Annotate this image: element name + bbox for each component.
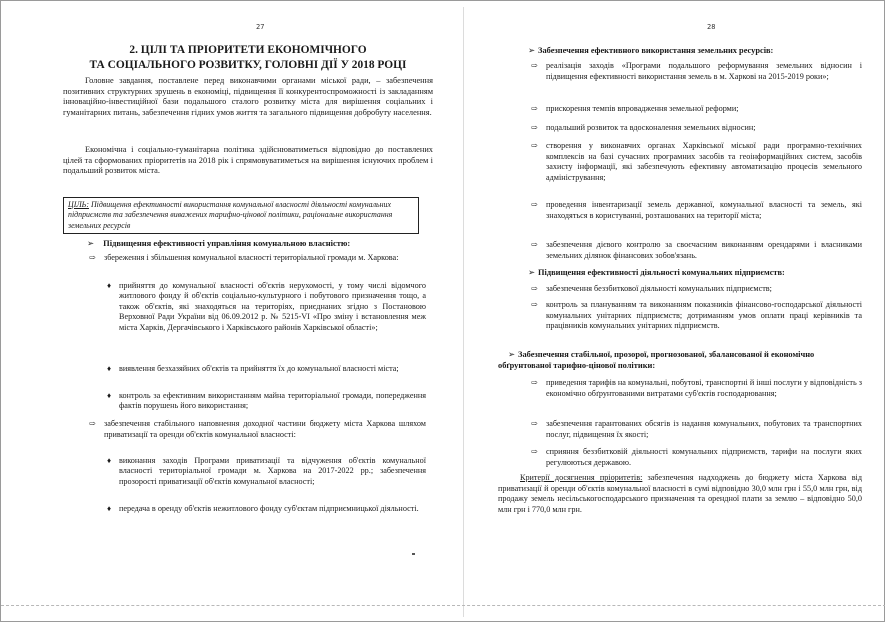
arrow-icon: ⇨ xyxy=(531,300,538,309)
section-heading-land-resources xyxy=(528,45,862,56)
list-item xyxy=(531,61,862,82)
list-item-text: проведення інвентаризації земель державної, комунальної власності та земель, які знаходяться в користуванні, розташованих на території міста; xyxy=(546,200,862,220)
section-heading-text: Підвищення ефективності управління комунальною власністю: xyxy=(103,238,351,248)
policy-paragraph: Економічна і соціально-гуманітарна політика здійснюватиметься відповідно до поставлених цілей та сформованих пріоритетів на 2018 рік і спрямовуватиметься на вирішення існуючих проблем і подальший розвиток міста. xyxy=(63,145,433,176)
section-heading-communal-property xyxy=(87,238,427,249)
section-heading-text: Забезпечення ефективного використання земельних ресурсів: xyxy=(538,46,774,55)
arrow-icon: ⇨ xyxy=(531,284,538,293)
list-item-text: створення у виконавчих органах Харківської міської ради програмно-технічних комплексів на базі сучасних програмних засобів та геоінформаційних систем, засобів захисту інформації, які забезпечують ефективну автоматизацію процесів земельного адміністрування; xyxy=(546,141,862,182)
arrow-icon: ⇨ xyxy=(531,378,538,387)
right-page xyxy=(498,1,862,621)
bullet-text: передача в оренду об'єктів нежитлового фонду суб'єктам підприємницької діяльності. xyxy=(119,504,419,513)
list-item-text: забезпечення дієвого контролю за своєчасним виконанням орендарями і власниками земельних ділянок фінансових зобов'язань. xyxy=(546,240,862,260)
page-number-left: 27 xyxy=(256,23,265,31)
list-item-text: забезпечення стабільного наповнення доходної частини бюджету міста Харкова шляхом приватизації та оренди об'єктів комунальної власності: xyxy=(104,419,426,439)
list-item-text: забезпечення гарантованих обсягів із надання комунальних, побутових та транспортних послуг, підвищення їх якості; xyxy=(546,419,862,439)
list-item-text: сприяння беззбитковій діяльності комунальних підприємств, тарифи на послуги яких регулюються державою. xyxy=(546,447,862,467)
list-item-text: приведення тарифів на комунальні, побутові, транспортні й інші послуги у відповідність з економічно обґрунтованими витратами суб'єктів господарювання; xyxy=(546,378,862,398)
goal-box xyxy=(63,197,419,234)
intro-paragraph: Головне завдання, поставлене перед виконавчими органами міської ради, – забезпечення позитивних структурних зрушень в економіці, підвищення її конкурентоспроможності із закладанням інноваційно-інвестиційної бази подальшого сталого розвитку міста для вирішення соціальних і гуманітарних питань, забезпечення гідних умов життя та загального підвищення добробуту населення. xyxy=(63,76,433,117)
criteria-text: забезпечення надходжень до бюджету міста Харкова від приватизації й оренди об'єктів комунальної власності в сумі відповідно 30,0 млн грн і 55,0 млн грн, від продажу земель несільськогосподарського призначення та орендної плати за землю – відповідно 50,0 млн грн і 770,0 млн грн. xyxy=(498,473,862,514)
list-item xyxy=(89,253,426,264)
list-item-text: забезпечення беззбиткової діяльності комунальних підприємств; xyxy=(546,284,772,293)
arrow-icon: ⇨ xyxy=(531,123,538,132)
diamond-bullet-icon: ♦ xyxy=(107,504,112,513)
list-item-text: реалізація заходів «Програми подальшого реформування земельних відносин і підвищення ефективності використання земель в м. Харкові на 2015-2019 роки»; xyxy=(546,61,862,81)
section-marker-icon: ➢ xyxy=(528,268,536,277)
list-item xyxy=(531,419,862,440)
bullet-item xyxy=(107,504,426,514)
section-marker-icon: ➢ xyxy=(508,350,516,359)
arrow-icon: ⇨ xyxy=(531,141,538,150)
list-item xyxy=(531,447,862,468)
diamond-bullet-icon: ♦ xyxy=(107,456,112,465)
list-item-text: прискорення темпів впровадження земельної реформи; xyxy=(546,104,739,113)
list-item xyxy=(531,240,862,261)
criteria-paragraph xyxy=(498,473,862,515)
list-item xyxy=(531,141,862,183)
goal-label: ЦІЛЬ: xyxy=(68,200,89,209)
chapter-title xyxy=(63,43,433,73)
arrow-icon: ⇨ xyxy=(89,419,96,428)
arrow-icon: ⇨ xyxy=(531,419,538,428)
diamond-bullet-icon: ♦ xyxy=(107,281,112,290)
scan-speck xyxy=(412,553,415,555)
diamond-bullet-icon: ♦ xyxy=(107,391,112,400)
bullet-text: контроль за ефективним використанням майна територіальної громади, попередження фактів порушень його використання; xyxy=(119,391,426,411)
list-item-text: збереження і збільшення комунальної власності територіальної громади м. Харкова: xyxy=(104,253,399,262)
bullet-text: виконання заходів Програми приватизації та відчуження об'єктів комунальної власності територіальної громади м. Харкова на 2017-2022 рр.; забезпечення прозорості приватизації об'єктів комунальної власності; xyxy=(119,456,426,486)
list-item xyxy=(531,300,862,332)
section-marker-icon: ➢ xyxy=(87,238,95,248)
arrow-icon: ⇨ xyxy=(531,447,538,456)
chapter-title-line2: ТА СОЦІАЛЬНОГО РОЗВИТКУ, ГОЛОВНІ ДІЇ У 2018 РОЦІ xyxy=(89,59,407,71)
list-item xyxy=(531,284,862,295)
bullet-item xyxy=(107,281,426,333)
scan-edge-line xyxy=(1,605,885,607)
arrow-icon: ⇨ xyxy=(531,61,538,70)
list-item xyxy=(89,419,426,440)
bullet-item xyxy=(107,364,426,374)
diamond-bullet-icon: ♦ xyxy=(107,364,112,373)
list-item-text: контроль за плануванням та виконанням показників фінансово-господарської діяльності комунальних унітарних підприємств; дотриманням умов оплати праці керівників та працівників комунальних унітарних підприємств. xyxy=(546,300,862,330)
arrow-icon: ⇨ xyxy=(531,104,538,113)
list-item xyxy=(531,378,862,399)
arrow-icon: ⇨ xyxy=(531,240,538,249)
bullet-item xyxy=(107,391,426,412)
section-heading-text: Забезпечення стабільної, прозорої, прогнозованої, збалансованої й економічно обґрунтованої тарифно-цінової політики: xyxy=(498,350,815,370)
page-number-right: 28 xyxy=(707,23,716,31)
arrow-icon: ⇨ xyxy=(531,200,538,209)
left-page xyxy=(63,1,433,621)
bullet-text: виявлення безхазяйних об'єктів та прийняття їх до комунальної власності міста; xyxy=(119,364,399,373)
criteria-label: Критерії досягнення пріоритетів: xyxy=(520,473,643,482)
bullet-text: прийняття до комунальної власності об'єктів нерухомості, у тому числі відомчого житлового фонду й об'єктів соціально-культурного і побутового призначення тощо, а також об'єктів, які знаходяться на територіях, приєднаних згідно з Постановою Верховної Ради України від 06.09.2012 р. № 5215-VI «Про зміну і встановлення меж міста Харків, Дергачівського і Харківського районів Харківської області»; xyxy=(119,281,426,332)
section-heading-text: Підвищення ефективності діяльності комунальних підприємств: xyxy=(538,268,785,277)
list-item-text: подальший розвиток та вдосконалення земельних відносин; xyxy=(546,123,756,132)
section-marker-icon: ➢ xyxy=(528,46,536,55)
goal-text: Підвищення ефективності використання комунальної власності діяльності комунальних підприємств та забезпечення виважених тарифно-цінової політики, раціональне використання земельних ресурсів xyxy=(68,200,393,230)
arrow-icon: ⇨ xyxy=(89,253,96,262)
bullet-item xyxy=(107,456,426,487)
list-item xyxy=(531,123,862,134)
list-item xyxy=(531,200,862,221)
list-item xyxy=(531,104,862,115)
section-heading-tariff-policy xyxy=(498,349,862,371)
section-heading-communal-enterprises xyxy=(528,267,862,278)
chapter-title-line1: 2. ЦІЛІ ТА ПРІОРИТЕТИ ЕКОНОМІЧНОГО xyxy=(129,44,367,56)
page-divider xyxy=(463,7,464,617)
